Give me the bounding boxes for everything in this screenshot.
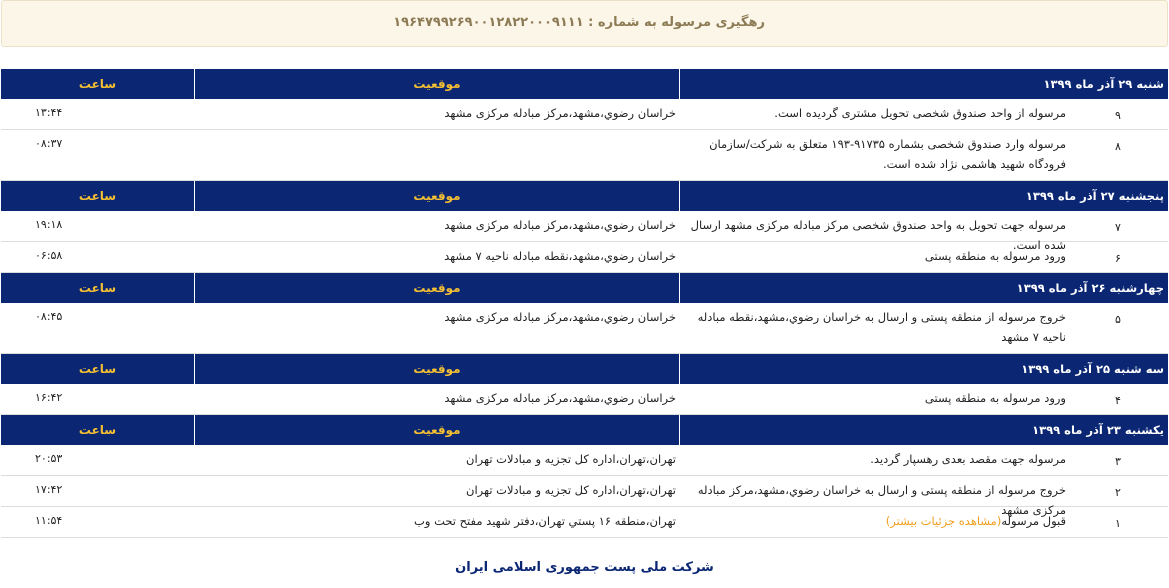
event-time: ۰۸:۳۷ [35, 137, 63, 150]
event-number: ۴ [1115, 394, 1121, 407]
location-column-header: موقعیت [194, 354, 680, 384]
event-location: خراسان رضوي،مشهد،مرکز مبادله مرکزی مشهد [444, 310, 676, 324]
event-description: مرسوله جهت مقصد بعدی رهسپار گردید. [870, 452, 1066, 466]
event-row [1, 242, 1168, 273]
event-description: خروج مرسوله از منطقه پستی و ارسال به خراسان رضوي،مشهد،مرکز مبادله مرکزی مشهد [697, 483, 1066, 517]
footer-company-name: شرکت ملی پست جمهوری اسلامی ایران [455, 560, 714, 575]
event-time: ۱۳:۴۴ [35, 106, 63, 119]
day-date: پنجشنبه ۲۷ آذر ماه ۱۳۹۹ [1025, 189, 1164, 203]
event-description: مرسوله از واحد صندوق شخصی تحویل مشتری گردیده است. [774, 106, 1066, 120]
event-time: ۱۶:۴۲ [35, 391, 63, 404]
time-column-header: ساعت [78, 281, 117, 295]
event-row [1, 507, 1168, 538]
event-row [1, 130, 1168, 181]
event-description: ورود مرسوله به منطقه پستی [924, 391, 1066, 405]
time-column-header: ساعت [78, 77, 117, 91]
event-row [1, 384, 1168, 415]
event-row [1, 303, 1168, 354]
tracking-table [1, 69, 1168, 538]
event-location: تهران،تهران،اداره کل تجزیه و مبادلات تهران [466, 452, 676, 466]
event-description [680, 502, 1068, 537]
event-number: ۳ [1115, 455, 1121, 468]
time-column-header: ساعت [78, 189, 117, 203]
event-time: ۰۶:۵۸ [35, 249, 63, 262]
event-number: ۶ [1115, 252, 1121, 265]
event-description: خروج مرسوله از منطقه پستی و ارسال به خراسان رضوي،مشهد،نقطه مبادله ناحیه ۷ مشهد [697, 310, 1066, 344]
day-date: چهارشنبه ۲۶ آذر ماه ۱۳۹۹ [1016, 281, 1164, 295]
event-location: خراسان رضوي،مشهد،مرکز مبادله مرکزی مشهد [444, 106, 676, 120]
location-column-header: موقعیت [194, 181, 680, 211]
event-location: خراسان رضوي،مشهد،مرکز مبادله مرکزی مشهد [444, 218, 676, 232]
tracking-title: رهگیری مرسوله به شماره : ۱۹۶۴۷۹۹۲۶۹۰۰۱۲۸۲۲۰۰۰۹۱۱۱ [393, 15, 765, 30]
event-time: ۰۸:۴۵ [35, 310, 63, 323]
event-time: ۲۰:۵۳ [35, 452, 63, 465]
event-number: ۷ [1115, 221, 1121, 234]
tracking-header [1, 0, 1168, 47]
event-number: ۵ [1115, 313, 1121, 326]
location-column-header: موقعیت [194, 273, 680, 303]
location-column-header: موقعیت [194, 69, 680, 99]
more-details-link[interactable]: (مشاهده جزئیات بیشتر) [885, 514, 1002, 528]
event-time: ۱۹:۱۸ [35, 218, 63, 231]
event-location: خراسان رضوي،مشهد،مرکز مبادله مرکزی مشهد [444, 391, 676, 405]
day-date: شنبه ۲۹ آذر ماه ۱۳۹۹ [1043, 77, 1164, 91]
location-column-header: موقعیت [194, 415, 680, 445]
event-number: ۹ [1115, 109, 1121, 122]
event-description: مرسوله جهت تحویل به واحد صندوق شخصی مرکز مبادله مرکزی مشهد ارسال شده است. [690, 218, 1066, 252]
event-location: خراسان رضوي،مشهد،نقطه مبادله ناحیه ۷ مشهد [444, 249, 676, 263]
event-number: ۲ [1115, 486, 1121, 499]
time-column-header: ساعت [78, 423, 117, 437]
event-number: ۸ [1115, 140, 1121, 153]
time-column-header: ساعت [78, 362, 117, 376]
event-time: ۱۱:۵۴ [35, 514, 63, 527]
event-description-text: قبول مرسوله [1001, 514, 1066, 528]
event-location: تهران،منطقه ۱۶ پستي تهران،دفتر شهید مفتح تحت وب [414, 514, 676, 528]
day-date: سه شنبه ۲۵ آذر ماه ۱۳۹۹ [1021, 362, 1164, 376]
event-number: ۱ [1115, 517, 1121, 530]
event-description: ورود مرسوله به منطقه پستی [924, 249, 1066, 263]
day-date: یکشنبه ۲۳ آذر ماه ۱۳۹۹ [1032, 423, 1164, 437]
event-location: تهران،تهران،اداره کل تجزیه و مبادلات تهران [466, 483, 676, 497]
event-time: ۱۷:۴۲ [35, 483, 63, 496]
event-description: مرسوله وارد صندوق شخصی بشماره ۹۱۷۳۵-۱۹۳ متعلق به شرکت/سازمان فرودگاه شهید هاشمی نژاد شده است. [709, 137, 1066, 171]
event-location [194, 125, 680, 180]
